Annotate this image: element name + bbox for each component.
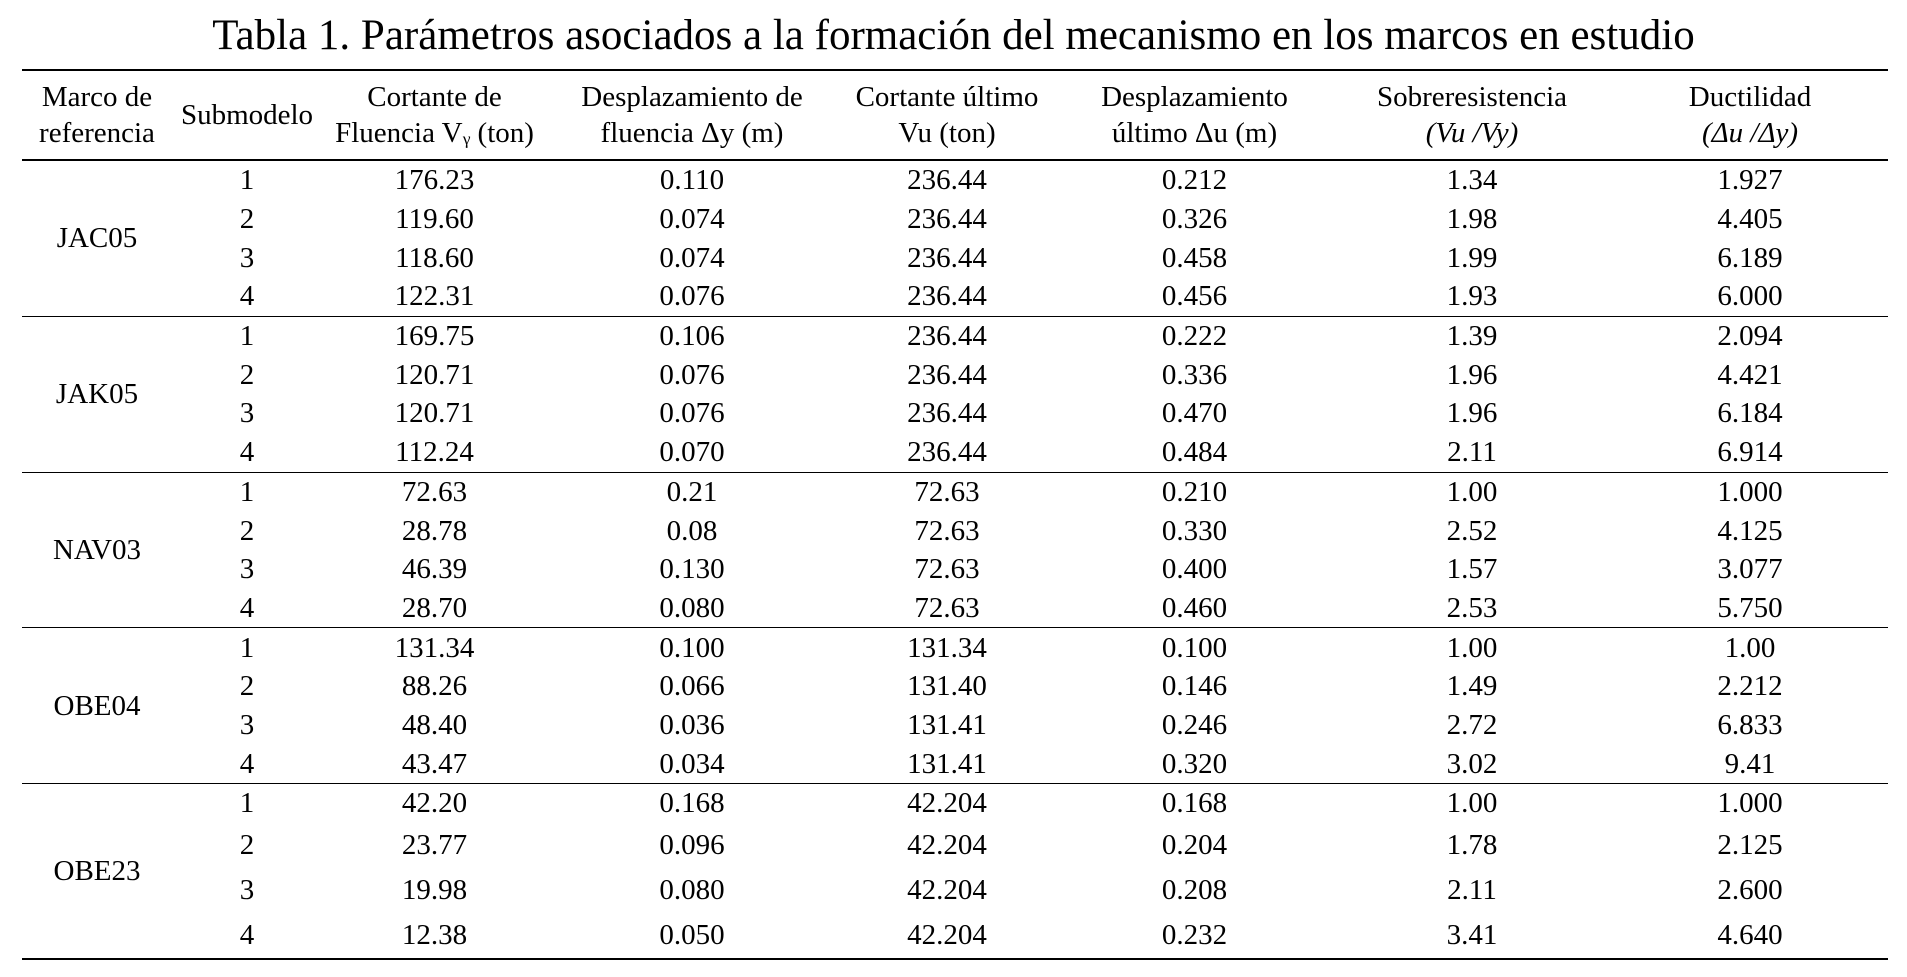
table-row: [22, 744, 1888, 783]
cell: 131.34: [907, 631, 987, 664]
table-row: [22, 550, 1888, 589]
cell: 120.71: [394, 358, 475, 391]
cell: 0.232: [1161, 919, 1228, 952]
cell: 1: [239, 320, 255, 353]
cell: 3.077: [1717, 553, 1783, 586]
cell: 6.000: [1717, 280, 1783, 313]
cell: 1.39: [1446, 320, 1498, 353]
cell: 1: [239, 631, 255, 664]
cell: 169.75: [394, 320, 475, 353]
cell: 1: [239, 164, 255, 197]
frame-label: NAV03: [52, 533, 142, 566]
cell: 3: [239, 241, 255, 274]
cell: 0.222: [1161, 320, 1228, 353]
cell: 1.93: [1446, 280, 1498, 313]
cell: 0.326: [1161, 203, 1228, 236]
header-row: [22, 70, 1888, 160]
cell: 72.63: [914, 591, 980, 624]
cell: 2.53: [1446, 591, 1498, 624]
header-cortante-ultimo: Cortante último Vu (ton): [837, 70, 1057, 160]
cell: 6.184: [1717, 397, 1783, 430]
cell: 0.066: [659, 670, 725, 703]
cell: 120.71: [394, 397, 475, 430]
cell: 2.11: [1447, 436, 1497, 469]
cell: 236.44: [907, 320, 987, 353]
cell: 0.036: [659, 708, 725, 741]
cell: 46.39: [401, 553, 468, 586]
cell: 6.914: [1717, 436, 1783, 469]
cell: 112.24: [395, 436, 474, 469]
cell: 236.44: [907, 241, 987, 274]
group-jak05: [22, 316, 1888, 472]
cell: 236.44: [907, 397, 987, 430]
header-cortante-fluencia: Cortante de Fluencia Vᵧ (ton): [322, 70, 547, 160]
cell: 131.41: [907, 747, 987, 780]
cell: 0.204: [1161, 829, 1228, 862]
cell: 0.458: [1161, 241, 1228, 274]
cell: 48.40: [401, 708, 468, 741]
cell: 9.41: [1724, 747, 1776, 780]
cell: 0.074: [659, 241, 725, 274]
table-row: [22, 277, 1888, 316]
cell: 0.212: [1161, 164, 1228, 197]
cell: 0.096: [659, 829, 725, 862]
frame-label: OBE23: [53, 854, 141, 887]
cell: 0.146: [1161, 670, 1228, 703]
table-row: [22, 823, 1888, 868]
cell: 3: [239, 708, 255, 741]
cell: 72.63: [401, 475, 468, 508]
cell: 0.080: [659, 591, 725, 624]
cell: 4: [239, 436, 255, 469]
header-desplazamiento-fluencia: Desplazamiento de fluencia Δy (m): [547, 70, 837, 160]
cell: 28.70: [401, 591, 468, 624]
cell: 1.00: [1446, 631, 1498, 664]
cell: 1.49: [1446, 670, 1498, 703]
cell: 0.336: [1161, 358, 1228, 391]
cell: 0.076: [659, 280, 725, 313]
table-row: [22, 160, 1888, 200]
cell: 0.070: [659, 436, 725, 469]
cell: 4.125: [1717, 514, 1783, 547]
table-row: [22, 316, 1888, 355]
table-title: Tabla 1. Parámetros asociados a la formación del mecanismo en los marcos en estudio: [212, 12, 1695, 59]
cell: 42.204: [907, 787, 987, 820]
cell: 28.78: [401, 514, 468, 547]
cell: 23.77: [401, 829, 468, 862]
cell: 1.927: [1717, 164, 1783, 197]
cell: 0.208: [1161, 874, 1228, 907]
cell: 2: [239, 358, 255, 391]
cell: 176.23: [394, 164, 475, 197]
cell: 4.640: [1717, 919, 1783, 952]
table-row: [22, 628, 1888, 667]
table-row: [22, 238, 1888, 277]
cell: 1.34: [1446, 164, 1498, 197]
cell: 0.330: [1161, 514, 1228, 547]
cell: 1.00: [1446, 475, 1498, 508]
cell: 42.204: [907, 874, 987, 907]
cell: 0.110: [659, 164, 725, 197]
cell: 4.405: [1717, 203, 1783, 236]
cell: 131.40: [907, 670, 987, 703]
cell: 4: [239, 591, 255, 624]
cell: 122.31: [394, 280, 475, 313]
cell: 1.78: [1446, 829, 1498, 862]
cell: 0.246: [1161, 708, 1228, 741]
cell: 0.106: [659, 320, 725, 353]
cell: 0.168: [1161, 787, 1228, 820]
cell: 1.99: [1446, 241, 1498, 274]
cell: 236.44: [907, 358, 987, 391]
cell: 12.38: [401, 919, 468, 952]
cell: 72.63: [914, 475, 980, 508]
cell: 19.98: [401, 874, 468, 907]
cell: 1.00: [1724, 631, 1776, 664]
table-row: [22, 784, 1888, 823]
cell: 5.750: [1717, 591, 1783, 624]
table-row: [22, 868, 1888, 913]
cell: 236.44: [907, 203, 987, 236]
cell: 3.02: [1446, 747, 1498, 780]
cell: 4: [239, 747, 255, 780]
cell: 2: [239, 514, 255, 547]
table-row: [22, 200, 1888, 239]
cell: 6.189: [1717, 241, 1783, 274]
table-row: [22, 355, 1888, 394]
cell: 1.000: [1717, 787, 1783, 820]
cell: 3.41: [1446, 919, 1498, 952]
cell: 4.421: [1717, 358, 1783, 391]
cell: 72.63: [914, 553, 980, 586]
cell: 236.44: [907, 436, 987, 469]
cell: 1.00: [1446, 787, 1498, 820]
cell: 6.833: [1717, 708, 1783, 741]
table-row: [22, 589, 1888, 628]
cell: 88.26: [401, 670, 468, 703]
cell: 2.094: [1717, 320, 1783, 353]
cell: 42.20: [401, 787, 468, 820]
cell: 0.320: [1161, 747, 1228, 780]
cell: 1: [239, 475, 255, 508]
cell: 2.72: [1446, 708, 1498, 741]
cell: 1: [239, 787, 255, 820]
cell: 0.100: [659, 631, 725, 664]
cell: 2.125: [1717, 829, 1783, 862]
table-row: [22, 394, 1888, 433]
cell: 131.34: [394, 631, 475, 664]
header-submodelo: Submodelo: [172, 70, 322, 160]
group-obe23: [22, 784, 1888, 959]
frame-label: OBE04: [53, 689, 141, 722]
cell: 131.41: [907, 708, 987, 741]
cell: 0.100: [1161, 631, 1228, 664]
cell: 0.034: [659, 747, 725, 780]
cell: 119.60: [395, 203, 474, 236]
table-row: [22, 913, 1888, 959]
cell: 4: [239, 919, 255, 952]
cell: 3: [239, 553, 255, 586]
table-row: [22, 433, 1888, 472]
cell: 0.456: [1161, 280, 1228, 313]
cell: 1.98: [1446, 203, 1498, 236]
cell: 1.57: [1446, 553, 1498, 586]
header-ductilidad: Ductilidad (Δu /Δy): [1612, 70, 1888, 160]
cell: 2.600: [1717, 874, 1783, 907]
group-jac05: [22, 160, 1888, 316]
cell: 1.000: [1717, 475, 1783, 508]
header-marco: Marco de referencia: [22, 70, 172, 160]
table-row: [22, 472, 1888, 511]
frame-label: JAK05: [55, 378, 139, 411]
cell: 0.080: [659, 874, 725, 907]
cell: 0.076: [659, 397, 725, 430]
cell: 1.96: [1446, 358, 1498, 391]
cell: 0.076: [659, 358, 725, 391]
parameters-table: [22, 69, 1888, 960]
cell: 0.074: [659, 203, 725, 236]
cell: 0.168: [659, 787, 725, 820]
cell: 42.204: [907, 829, 987, 862]
cell: 2: [239, 203, 255, 236]
cell: 0.460: [1161, 591, 1228, 624]
cell: 2.212: [1717, 670, 1783, 703]
cell: 118.60: [395, 241, 474, 274]
cell: 43.47: [401, 747, 468, 780]
cell: 2.52: [1446, 514, 1498, 547]
cell: 1.96: [1446, 397, 1498, 430]
group-nav03: [22, 472, 1888, 628]
table-row: [22, 511, 1888, 550]
cell: 0.050: [659, 919, 725, 952]
cell: 3: [239, 874, 255, 907]
cell: 42.204: [907, 919, 987, 952]
cell: 2: [239, 829, 255, 862]
cell: 0.21: [666, 475, 718, 508]
cell: 0.210: [1161, 475, 1228, 508]
table-row: [22, 667, 1888, 706]
table-row: [22, 706, 1888, 745]
cell: 0.130: [659, 553, 725, 586]
cell: 0.470: [1161, 397, 1228, 430]
cell: 0.08: [666, 514, 718, 547]
cell: 0.400: [1161, 553, 1228, 586]
cell: 3: [239, 397, 255, 430]
cell: 2: [239, 670, 255, 703]
cell: 236.44: [907, 280, 987, 313]
cell: 72.63: [914, 514, 980, 547]
cell: 236.44: [907, 164, 987, 197]
cell: 4: [239, 280, 255, 313]
header-desplazamiento-ultimo: Desplazamiento último Δu (m): [1057, 70, 1332, 160]
frame-label: JAC05: [56, 222, 138, 255]
header-sobreresistencia: Sobreresistencia (Vu /Vy): [1332, 70, 1612, 160]
group-obe04: [22, 628, 1888, 784]
cell: 0.484: [1161, 436, 1228, 469]
cell: 2.11: [1447, 874, 1497, 907]
